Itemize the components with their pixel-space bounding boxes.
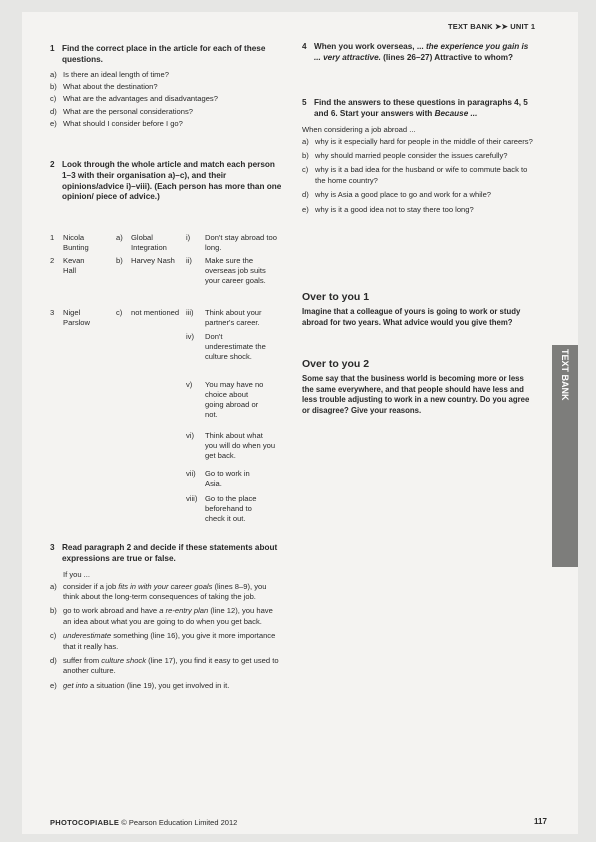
person-3: 3 Nigel Parslow <box>50 308 91 328</box>
list-item: c) why is it a bad idea for the husband or wife to commute back to the home country? <box>302 165 528 185</box>
question-3-heading: 3 Read paragraph 2 and decide if these statements about expressions are true or false. <box>50 543 278 563</box>
advice-v: v) You may have no choice about going abroad or not. <box>186 380 264 420</box>
person-2: 2 Kevan Hall <box>50 256 85 276</box>
footer <box>50 818 237 827</box>
question-1-heading: 1 Find the correct place in the article for each of these questions. <box>50 44 266 64</box>
running-header: TEXT BANK ➤➤ UNIT 1 <box>448 22 536 31</box>
organisation-a: a) Global Integration <box>116 233 167 253</box>
list-item: a) Is there an ideal length of time? <box>50 69 169 79</box>
question-4-heading: 4 When you work overseas, ... the experience you gain is ... very attractive. (lines 26–27) Attractive to whom? <box>302 42 529 62</box>
question-2-heading: 2 Look through the whole article and match each person 1–3 with their organisation a)–c), and their opinions/advice i)–viii). (Each person has more than one opinion/ piece of advice.) <box>50 160 282 202</box>
list-item: d) suffer from culture shock (line 17), you find it easy to get used to another culture. <box>50 656 279 676</box>
list-item: e) why is it a good idea not to stay there too long? <box>302 204 474 214</box>
side-tab-label: TEXT BANK <box>560 349 570 401</box>
question-4 <box>302 42 534 64</box>
list-item: e) What should I consider before I go? <box>50 119 183 129</box>
person-1: 1 Nicola Bunting <box>50 233 89 253</box>
advice-ii: ii) Make sure the overseas job suits your career goals. <box>186 256 266 286</box>
list-item: b) why should married people consider the issues carefully? <box>302 151 508 160</box>
question-2 <box>50 160 282 203</box>
over-to-you-2-heading: Over to you 2 <box>302 358 370 370</box>
question-5-heading: 5 Find the answers to these questions in paragraphs 4, 5 and 6. Start your answers with Because ... <box>302 98 528 118</box>
organisation-c: c) not mentioned <box>116 308 180 317</box>
advice-vii: vii) Go to work in Asia. <box>186 469 250 489</box>
list-item: e) get into a situation (line 19), you get involved in it. <box>50 680 230 690</box>
advice-i: i) Don't stay abroad too long. <box>186 233 277 253</box>
advice-vi: vi) Think about what you will do when you get back. <box>186 431 276 461</box>
page-number: 117 <box>534 817 547 826</box>
list-item: d) why is Asia a good place to go and work for a while? <box>302 190 492 200</box>
over-to-you-1-heading: Over to you 1 <box>302 291 370 303</box>
advice-iii: iii) Think about your partner's career. <box>186 308 262 328</box>
list-item: a) consider if a job fits in with your career goals (lines 8–9), you think about the long-term consequences of taking the job. <box>50 581 267 601</box>
organisation-b: b) Harvey Nash <box>116 256 175 265</box>
copyright: © Pearson Education Limited 2012 <box>121 818 238 827</box>
over-to-you-1-text: Imagine that a colleague of yours is going to work or study abroad for two years. What advice would you give them? <box>302 307 521 327</box>
photocopiable-label: PHOTOCOPIABLE <box>50 818 120 827</box>
question-3: 3 Read paragraph 2 and decide if these statements about expressions are true or false. If you ... a) consider if a job fits in with your career goals (lines 8–9), you think about the long-term consequences of taking the job. b) go to work abroad and have a re-entry plan (line 12), you have an idea about what you are going to do when you get back. c) underestimate something (line 16), you give it more importance that it really has. d) suffer from culture shock (line 17), you find it easy to get used to another culture. e) get into a situation (line 19), you get involved in it. <box>50 543 282 691</box>
list-item: c) What are the advantages and disadvantages? <box>50 94 218 104</box>
list-item: a) why is it especially hard for people in the middle of their careers? <box>302 136 533 146</box>
over-to-you-2-text: Some say that the business world is becoming more or less the same everywhere, and that people should have less and less trouble adjusting to work in a new country. Do you agree or disagree? Give your reasons. <box>302 374 530 415</box>
question-1 <box>50 44 282 130</box>
question-5: 5 Find the answers to these questions in paragraphs 4, 5 and 6. Start your answers with Because ... When considering a job abroad ... a) why is it especially hard for people in the middle of their careers? b) why should married people consider the issues carefully? c) why is it a bad idea for the husband or wife to commute back to the home country? d) why is Asia a good place to go and work for a while? e) why is it a good idea not to stay there too long? <box>302 98 533 214</box>
list-item: b) What about the destination? <box>50 82 158 91</box>
list-item: d) What are the personal considerations? <box>50 106 194 116</box>
advice-viii: viii) Go to the place beforehand to check it out. <box>186 494 257 524</box>
list-item: c) underestimate something (line 16), you give it more importance that it really has. <box>50 631 276 651</box>
advice-iv: iv) Don't underestimate the culture shock. <box>186 332 266 362</box>
list-item: b) go to work abroad and have a re-entry plan (line 12), you have an idea about what you are going to do when you get back. <box>50 606 273 626</box>
